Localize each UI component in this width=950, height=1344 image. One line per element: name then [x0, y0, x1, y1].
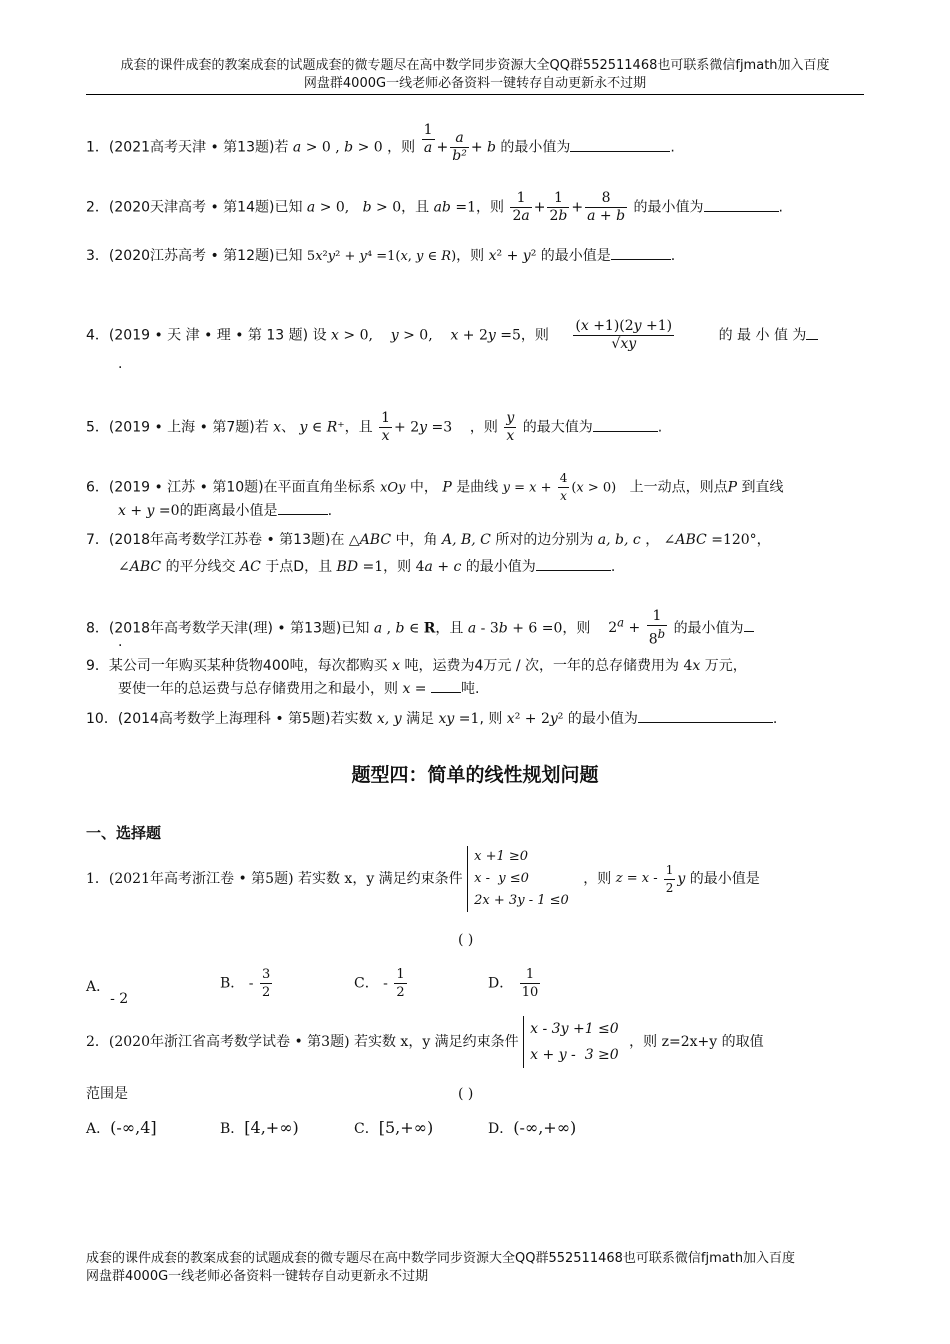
- fill-question-6-line-2: x + y =0的距离最小值是 .: [118, 500, 332, 521]
- choice-q2-option-b[interactable]: B．[4,+∞): [220, 1118, 299, 1137]
- section-title: 题型四：简单的线性规划问题: [351, 764, 599, 786]
- choice-q1-option-c[interactable]: C． - $\frac{1}{2}$: [354, 967, 405, 1000]
- header-line-2: 网盘群4000G一线老师必备资料一键转存自动更新永不过期: [303, 76, 647, 91]
- fill-question-1: 1．(2021高考天津 • 第13题)若 a > 0 , b > 0 ，则 $\frac{1}{a}$ + $\frac{a}{\text{b²}}$ + b 的最小值为 .: [86, 122, 675, 164]
- page-header: [86, 57, 864, 93]
- page-footer: [86, 1250, 886, 1286]
- subsection-heading: 一、选择题: [86, 824, 162, 842]
- fill-question-7-line-2: ∠ABC 的平分线交 AC 于点D，且 BD =1，则 4a + c 的最小值为 .: [118, 556, 615, 577]
- constraint-system-1: x +1 ≥0 x - y ≤0 2x + 3y - 1 ≤0: [467, 846, 569, 912]
- fill-question-10: 10．(2014高考数学上海理科 • 第5题)若实数 x, y 满足 xy =1, 则 x² + 2y² 的最小值为 .: [86, 708, 777, 729]
- header-line-1: 成套的课件成套的教案成套的试题成套的微专题尽在高中数学同步资源大全QQ群552511468也可联系微信fjmath加入百度: [120, 58, 830, 73]
- fill-question-9: 9．某公司一年购买某种货物400吨，每次都购买 x 吨，运费为4万元 / 次，一年的总存储费用为 4x 万元，: [86, 658, 747, 674]
- fill-question-6: 6．(2019 • 江苏 • 第10题)在平面直角坐标系 xOy 中， P 是曲线 y = x + $\frac{4}{x}$ (x > 0) 上一动点，则点P 到直线: [86, 471, 784, 503]
- choice-q2-option-d[interactable]: D．(-∞,+∞): [488, 1118, 577, 1137]
- fill-question-2: 2．(2020天津高考 • 第14题)已知 a > 0, b > 0，且 ab =1，则 $\frac{1}{2a}$ + $\frac{1}{2b}$ + $\frac{8}{a + b}$ 的最小值为 .: [86, 190, 783, 224]
- fill-question-4: 4．(2019 • 天 津 • 理 • 第 13 题) 设 x > 0, y > 0, x + 2y =5，则 $\frac{(x +1)(2y +1)}{√xy}$ 的 最 小 值 为: [86, 318, 864, 353]
- choice-q2-option-a[interactable]: A．(-∞,4]: [86, 1118, 157, 1137]
- footer-line-1: 成套的课件成套的教案成套的试题成套的微专题尽在高中数学同步资源大全QQ群552511468也可联系微信fjmath加入百度: [86, 1251, 796, 1266]
- choice-question-2: 2．(2020年浙江省高考数学试卷 • 第3题) 若实数 x，y 满足约束条件 x - 3y +1 ≤0 x + y - 3 ≥0 ，则 z=2x+y 的取值: [86, 1016, 764, 1068]
- fill-question-8-end: .: [118, 634, 123, 650]
- choice-q1-answer-paren: ( ): [458, 932, 474, 948]
- fill-question-4-end: .: [118, 356, 123, 372]
- fill-question-3: 3．(2020江苏高考 • 第12题)已知 5x²y² + y⁴ =1(x, y ∈ R)，则 x² + y² 的最小值是 .: [86, 245, 675, 267]
- choice-question-1: 1．(2021年高考浙江卷 • 第5题) 若实数 x，y 满足约束条件 x +1 ≥0 x - y ≤0 2x + 3y - 1 ≤0 ，则 z = x - $\frac{1}{2}$ y 的最小值是: [86, 846, 760, 912]
- footer-line-2: 网盘群4000G一线老师必备资料一键转存自动更新永不过期: [86, 1269, 429, 1284]
- choice-q1-option-d[interactable]: D． $\frac{1}{10}$: [488, 967, 539, 1000]
- choice-q1-option-a[interactable]: A．- 2: [86, 979, 129, 1007]
- fill-question-7: 7．(2018年高考数学江苏卷 • 第13题)在 △ABC 中，角 A, B, C 所对的边分别为 a, b, c ， ∠ABC =120°，: [86, 532, 771, 548]
- choice-q1-option-b[interactable]: B． - $\frac{3}{2}$: [220, 967, 271, 1000]
- fill-question-8: 8．(2018年高考数学天津(理) • 第13题)已知 a , b ∈ R，且 a - 3b + 6 =0，则 $2^a$ + $\frac{1}{8^b}$ 的最小值为: [86, 608, 864, 649]
- choice-q2-answer-paren: ( ): [458, 1086, 474, 1102]
- constraint-system-2: x - 3y +1 ≤0 x + y - 3 ≥0: [523, 1016, 619, 1068]
- choice-q2-line-2: 范围是: [86, 1086, 128, 1102]
- fill-question-9-line-2: 要使一年的总运费与总存储费用之和最小，则 x = 吨.: [118, 678, 479, 699]
- fill-question-5: 5．(2019 • 上海 • 第7题)若 x、 y ∈ R⁺，且 $\frac{1}{x}$ + 2y =3 ，则 $\frac{y}{x}$ 的最大值为 .: [86, 410, 663, 444]
- header-rule: [86, 94, 864, 95]
- choice-q2-option-c[interactable]: C．[5,+∞): [354, 1118, 434, 1137]
